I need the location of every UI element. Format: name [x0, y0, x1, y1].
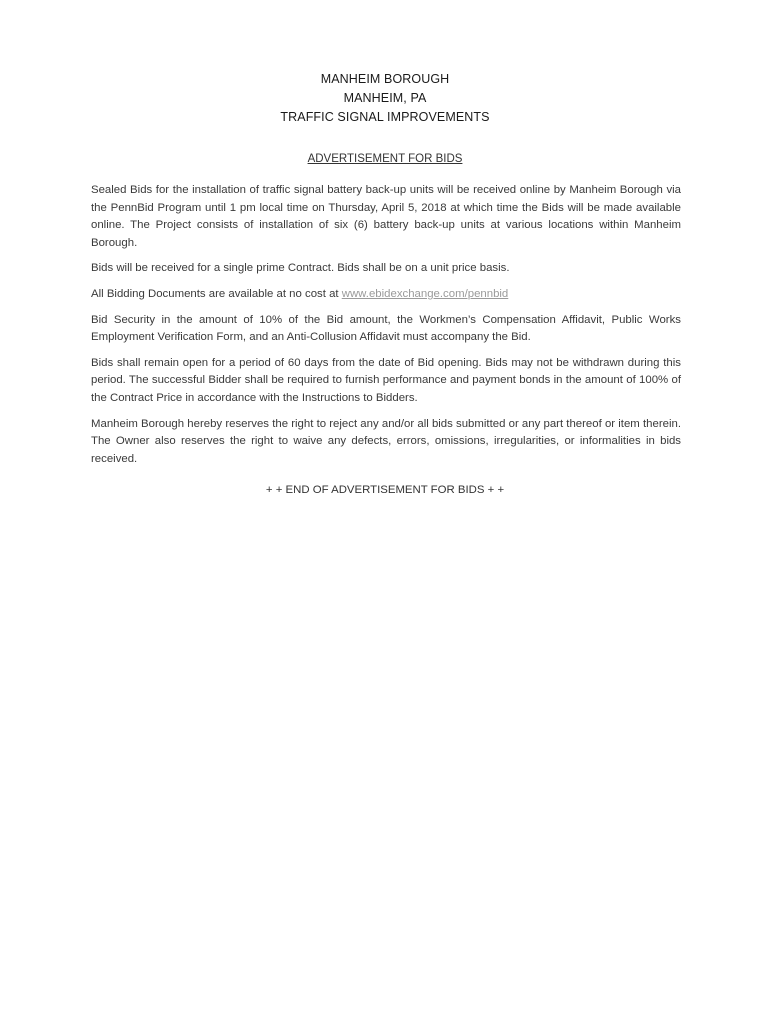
document-body — [91, 182, 681, 476]
document-header — [0, 70, 770, 127]
paragraph-bidding-documents — [91, 286, 681, 304]
paragraph-reservation: Manheim Borough hereby reserves the right to reject any and/or all bids submitted or any part thereof or item therein. The Owner also reserves the right to waive any defects, errors, omissions, irregularities, or informalities in bids received. — [91, 417, 681, 465]
advertisement-title: ADVERTISEMENT FOR BIDS — [307, 153, 463, 165]
paragraph-sealed-bids: Sealed Bids for the installation of traffic signal battery back-up units will be received online by Manheim Borough via the PennBid Program until 1 pm local time on Thursday, April 5, 2018 at which time the Bids will be made available online. The Project consists of installation of six (6) battery back-up units at various locations within Manheim Borough. — [91, 184, 681, 249]
end-of-advertisement: + + END OF ADVERTISEMENT FOR BIDS + + — [265, 484, 505, 496]
project-title: TRAFFIC SIGNAL IMPROVEMENTS — [280, 110, 490, 124]
bidding-documents-text: All Bidding Documents are available at no cost at — [91, 287, 342, 300]
pennbid-link[interactable]: www.ebidexchange.com/pennbid — [341, 287, 509, 300]
paragraph-prime-contract: Bids will be received for a single prime Contract. Bids shall be on a unit price basis. — [91, 262, 510, 275]
paragraph-bid-period: Bids shall remain open for a period of 60 days from the date of Bid opening. Bids may not be withdrawn during this period. The successful Bidder shall be required to furnish performance and payment bonds in the amount of 100% of the Contract Price in accordance with the Instructions to Bidders. — [91, 356, 681, 404]
location: MANHEIM, PA — [343, 91, 427, 105]
borough-name: MANHEIM BOROUGH — [320, 72, 450, 86]
paragraph-bid-security: Bid Security in the amount of 10% of the Bid amount, the Workmen’s Compensation Affidavit, Public Works Employment Verification Form, and an Anti-Collusion Affidavit must accompany the Bid. — [91, 313, 681, 344]
